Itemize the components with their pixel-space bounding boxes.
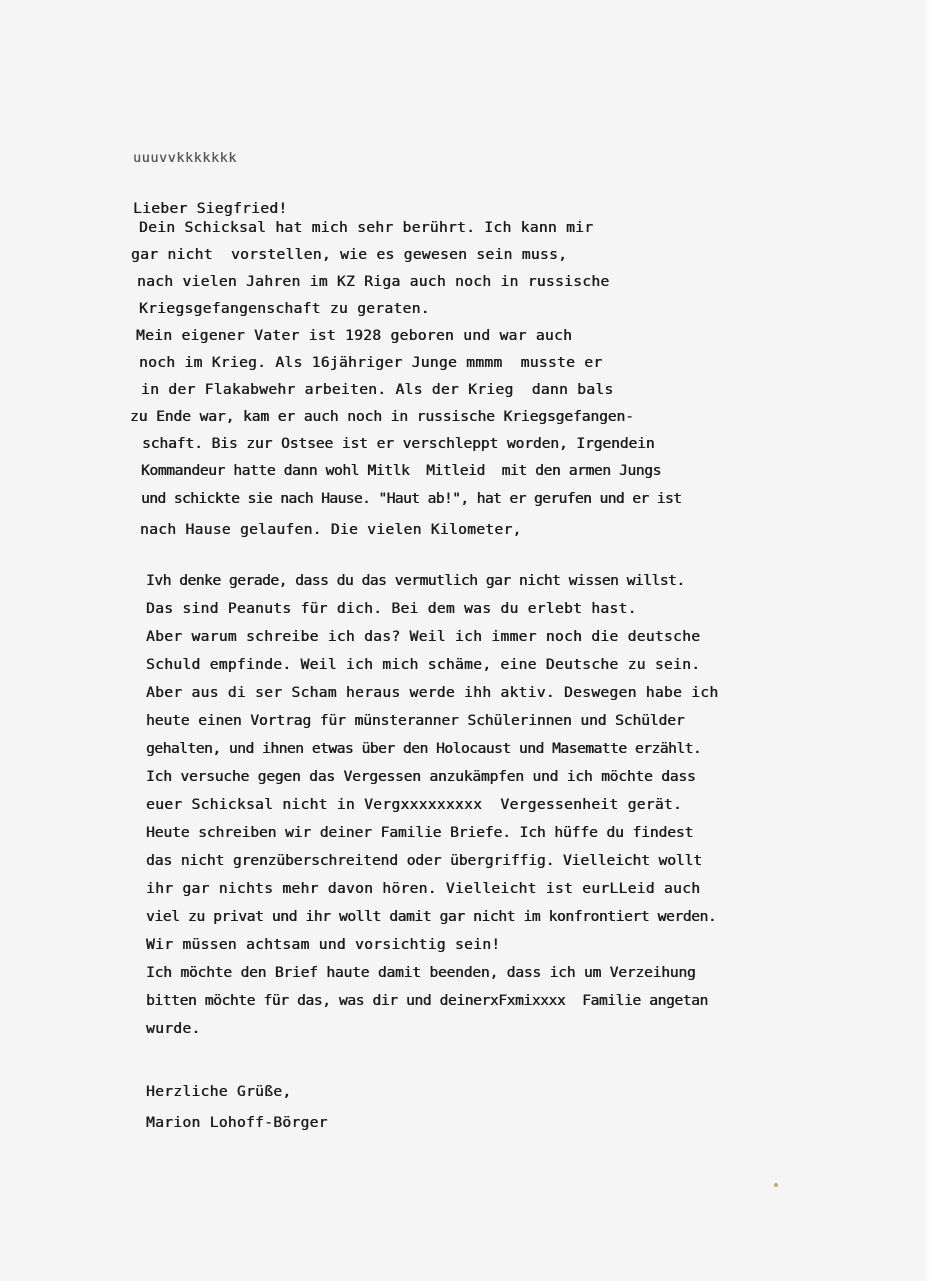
paragraph1-line-6: noch im Krieg. Als 16jähriger Junge mmmm musste er (139, 354, 603, 371)
paragraph2-line-6: heute einen Vortrag für münsteranner Schülerinnen und Schülder (146, 712, 685, 729)
salutation: Lieber Siegfried! (133, 200, 288, 217)
paragraph2-line-16: bitten möchte für das, was dir und deinerxFxmixxxx Familie angetan (146, 992, 708, 1009)
paragraph1-line-9: schaft. Bis zur Ostsee ist er verschleppt worden, Irgendein (142, 435, 655, 452)
paragraph1-line-5: Mein eigener Vater ist 1928 geboren und war auch (136, 327, 573, 344)
paragraph2-line-5: Aber aus di ser Scham heraus werde ihh aktiv. Deswegen habe ich (146, 684, 719, 701)
paragraph1-line-4: Kriegsgefangenschaft zu geraten. (139, 300, 430, 317)
paragraph2-line-11: das nicht grenzüberschreitend oder übergriffig. Vielleicht wollt (146, 852, 702, 869)
paragraph2-line-2: Das sind Peanuts für dich. Bei dem was du erlebt hast. (146, 600, 637, 617)
paragraph1-line-7: in der Flakabwehr arbeiten. Als der Krieg dann bals (141, 381, 614, 398)
paper-stain (774, 1183, 778, 1187)
paragraph2-line-1: Ivh denke gerade, dass du das vermutlich gar nicht wissen willst. (146, 572, 685, 589)
paragraph1-line-1: Dein Schicksal hat mich sehr berührt. Ich kann mir (139, 219, 594, 236)
paragraph2-line-15: Ich möchte den Brief haute damit beenden, dass ich um Verzeihung (146, 964, 696, 981)
paragraph1-line-8: zu Ende war, kam er auch noch in russische Kriegsgefangen- (130, 408, 634, 425)
paragraph2-line-8: Ich versuche gegen das Vergessen anzukämpfen und ich möchte dass (146, 768, 696, 785)
paragraph2-line-14: Wir müssen achtsam und vorsichtig sein! (146, 936, 501, 953)
paragraph2-line-10: Heute schreiben wir deiner Familie Briefe. Ich hüffe du findest (146, 824, 694, 841)
closing: Herzliche Grüße, (146, 1083, 292, 1100)
paragraph2-line-4: Schuld empfinde. Weil ich mich schäme, eine Deutsche zu sein. (146, 656, 701, 673)
paragraph2-line-17: wurde. (146, 1020, 201, 1037)
paragraph1-line-11: und schickte sie nach Hause. "Haut ab!", hat er gerufen und er ist (141, 490, 682, 507)
header-mark: uuuvvkkkkkkk (133, 151, 237, 166)
paragraph2-line-7: gehalten, und ihnen etwas über den Holocaust und Masematte erzählt. (146, 740, 702, 757)
paragraph1-line-10: Kommandeur hatte dann wohl Mitlk Mitleid mit den armen Jungs (141, 462, 661, 479)
paragraph2-line-9: euer Schicksal nicht in Vergxxxxxxxxx Vergessenheit gerät. (146, 796, 683, 813)
paragraph2-line-12: ihr gar nichts mehr davon hören. Vielleicht ist eurLLeid auch (146, 880, 701, 897)
paragraph2-line-3: Aber warum schreibe ich das? Weil ich immer noch die deutsche (146, 628, 701, 645)
paragraph2-line-13: viel zu privat und ihr wollt damit gar nicht im konfrontiert werden. (146, 908, 717, 925)
paragraph1-line-3: nach vielen Jahren im KZ Riga auch noch in russische (137, 273, 610, 290)
signature: Marion Lohoff-Börger (146, 1114, 328, 1131)
paragraph1-line-12: nach Hause gelaufen. Die vielen Kilometer, (140, 521, 522, 538)
page-edge (924, 0, 930, 1281)
paragraph1-line-2: gar nicht vorstellen, wie es gewesen sein muss, (131, 246, 568, 263)
